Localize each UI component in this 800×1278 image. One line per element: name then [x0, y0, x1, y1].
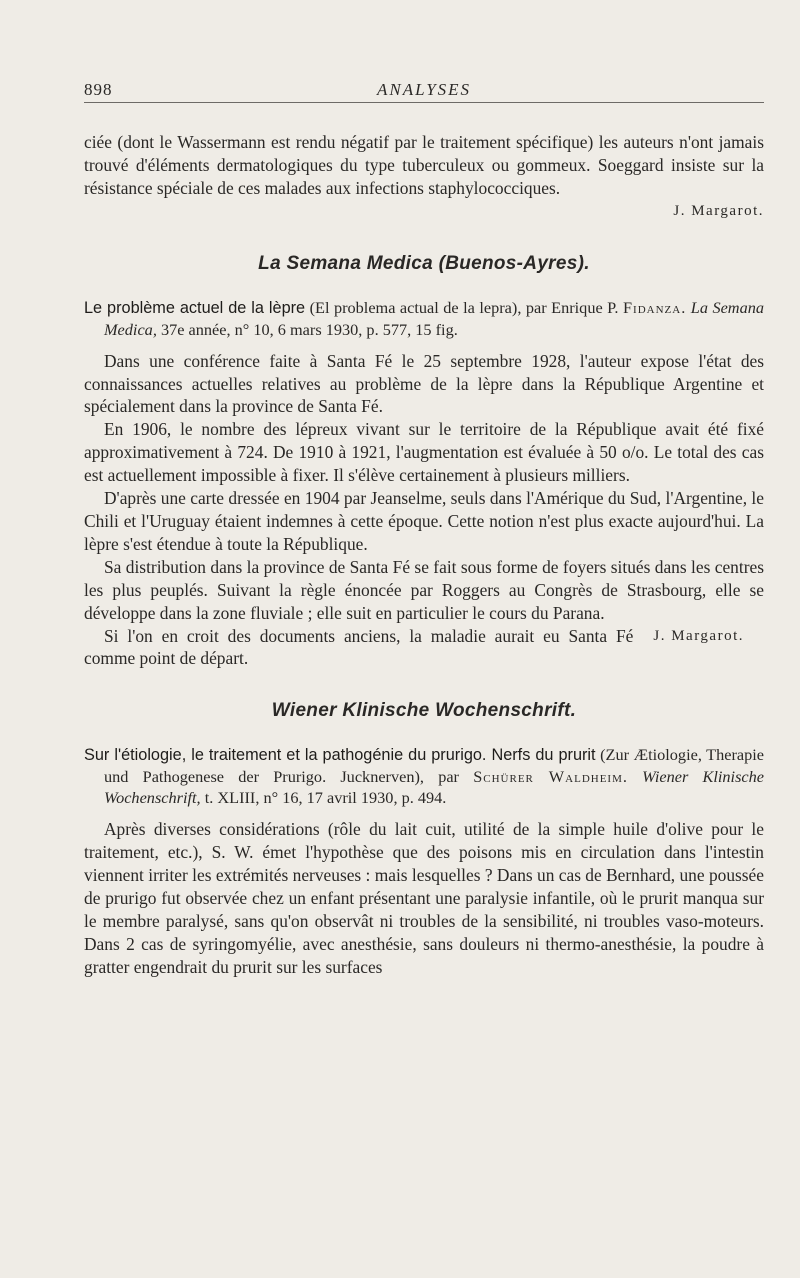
body-paragraph: Sa distribution dans la province de Santa Fé se fait sous forme de foyers situés dans les centres les plus peuplés. Suivant la règle énoncée par Roggers au Congrès de Strasbourg, elle se développe dans la zone fluviale ; elle suit en particulier le cours du Parana.	[84, 556, 764, 623]
body-paragraph-text: Si l'on en croit des documents anciens, la maladie aurait eu Santa Fé comme point de départ.	[84, 625, 634, 669]
article-title: Sur l'étiologie, le traitement et la pathogénie du prurigo. Nerfs du prurit	[84, 746, 596, 765]
article-journal: Wiener Klinische Wochenschrift,	[104, 767, 764, 808]
body-paragraph: Après diverses considérations (rôle du lait cuit, utilité de la simple huile d'olive pour le traitement, etc.), S. W. émet l'hypothèse que des poisons mis en circulation dans l'intestin viennent irriter les extrémités nerveuses : mais lesquelles ? Dans un cas de Bernhard, une poussée de prurigo fut observée chez un enfant présentant une paralysie infantile, où le prurit manqua sur le membre paralysé, sans qu'on observât ni troubles de la sensibilité, ni troubles vaso-moteurs. Dans 2 cas de syringomyélie, avec anesthésie, sans douleurs ni thermo-anesthésie, la poudre à gratter engendrait du prurit sur les surfaces	[84, 819, 764, 977]
body-paragraph: Dans une conférence faite à Santa Fé le 25 septembre 1928, l'auteur expose l'état des connaissances actuelles relatives au problème de la lèpre dans la République Argentine et spécialement dans la province de Santa Fé.	[84, 350, 764, 417]
body-paragraph: En 1906, le nombre des lépreux vivant sur le territoire de la République avait été fixé approximativement à 724. De 1910 à 1921, l'augmentation est évaluée à 50 o/o. Le total des cas est actuellement impossible à fixer. Il s'élève certainement à plusieurs milliers.	[84, 419, 764, 486]
page-number: 898	[84, 80, 113, 99]
article-author: Schürer Waldheim.	[473, 767, 628, 787]
body-paragraph-last	[84, 625, 764, 671]
article-author: Fidanza.	[622, 297, 687, 317]
running-title: ANALYSES	[376, 80, 472, 99]
article-reference	[84, 744, 764, 808]
continuation-paragraph: ciée (dont le Wassermann est rendu négatif par le traitement spécifique) les auteurs n'ont jamais trouvé d'éléments dermatologiques du type tuberculeux ou gommeux. Soeggard insiste sur la résistance spéciale de ces malades aux infections staphylococciques.	[84, 132, 764, 198]
article-ref-details: t. XLIII, n° 16, 17 avril 1930, p. 494.	[204, 788, 447, 808]
journal-heading-semana-medica: La Semana Medica (Buenos-Ayres).	[258, 252, 590, 274]
journal-heading-wiener: Wiener Klinische Wochenschrift.	[271, 700, 577, 722]
article-reference	[84, 297, 764, 340]
signature: J. Margarot.	[673, 202, 764, 219]
running-head	[84, 74, 764, 103]
signature: J. Margarot.	[653, 627, 744, 644]
article-journal: La Semana Medica,	[104, 297, 764, 339]
article-ref-details: 37e année, n° 10, 6 mars 1930, p. 577, 15 fig.	[160, 319, 458, 339]
article-ref-original: (El problema actual de la lepra), par Enrique P.	[309, 297, 623, 317]
article-title: Le problème actuel de la lèpre	[84, 298, 306, 317]
body-paragraph: D'après une carte dressée en 1904 par Jeanselme, seuls dans l'Amérique du Sud, l'Argentine, le Chili et l'Uruguay étaient indemnes à cette époque. Cette notion n'est plus exacte aujourd'hui. La lèpre s'est étendue à toute la République.	[84, 488, 764, 554]
article-ref-original: (Zur Ætiologie, Therapie und Pathogenese der Prurigo. Jucknerven), par	[104, 745, 764, 787]
page	[84, 74, 764, 979]
